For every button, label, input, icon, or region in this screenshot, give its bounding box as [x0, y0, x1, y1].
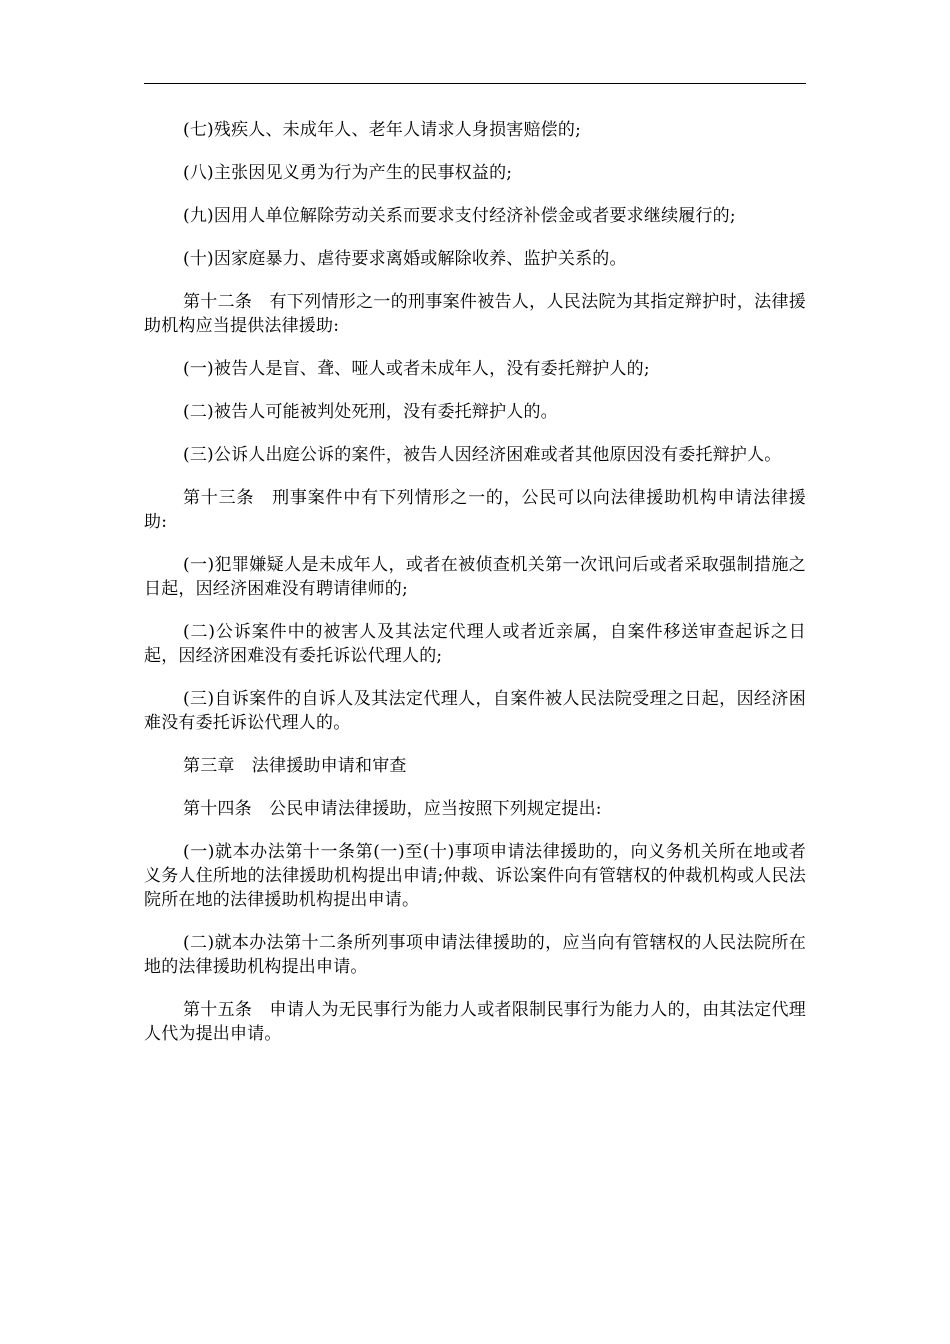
header-rule — [144, 83, 806, 84]
article-12-item-2: (二)被告人可能被判处死刑，没有委托辩护人的。 — [183, 402, 558, 422]
paragraph-item-9: (九)因用人单位解除劳动关系而要求支付经济补偿金或者要求继续履行的; — [183, 206, 736, 226]
paragraph-item-10: (十)因家庭暴力、虐待要求离婚或解除收养、监护关系的。 — [183, 249, 627, 269]
article-12-item-1: (一)被告人是盲、聋、哑人或者未成年人，没有委托辩护人的; — [183, 359, 650, 379]
article-13-item-2: (二)公诉案件中的被害人及其法定代理人或者近亲属，自案件移送审查起诉之日起，因经济困难没有委托诉讼代理人的; — [144, 622, 806, 666]
paragraph-item-8: (八)主张因见义勇为行为产生的民事权益的; — [183, 163, 513, 183]
document-body — [144, 118, 806, 1065]
chapter-3-heading: 第三章 法律援助申请和审查 — [183, 756, 407, 776]
article-14: 第十四条 公民申请法律援助，应当按照下列规定提出: — [183, 799, 602, 819]
paragraph-item-7: (七)残疾人、未成年人、老年人请求人身损害赔偿的; — [183, 120, 581, 140]
article-14-item-1: (一)就本办法第十一条第(一)至(十)事项申请法律援助的，向义务机关所在地或者义务人住所地的法律援助机构提出申请;仲裁、诉讼案件向有管辖权的仲裁机构或人民法院所在地的法律援助机构提出申请。 — [144, 842, 806, 910]
article-13-item-1: (一)犯罪嫌疑人是未成年人，或者在被侦查机关第一次讯问后或者采取强制措施之日起，因经济困难没有聘请律师的; — [144, 555, 806, 599]
article-14-item-2: (二)就本办法第十二条所列事项申请法律援助的，应当向有管辖权的人民法院所在地的法律援助机构提出申请。 — [144, 933, 806, 977]
article-13-item-3: (三)自诉案件的自诉人及其法定代理人，自案件被人民法院受理之日起，因经济困难没有委托诉讼代理人的。 — [144, 689, 806, 733]
article-12-item-3: (三)公诉人出庭公诉的案件，被告人因经济困难或者其他原因没有委托辩护人。 — [183, 445, 782, 465]
article-13: 第十三条 刑事案件中有下列情形之一的，公民可以向法律援助机构申请法律援助: — [144, 488, 806, 532]
article-15: 第十五条 申请人为无民事行为能力人或者限制民事行为能力人的，由其法定代理人代为提出申请。 — [144, 1000, 806, 1044]
article-12: 第十二条 有下列情形之一的刑事案件被告人，人民法院为其指定辩护时，法律援助机构应当提供法律援助: — [144, 292, 806, 336]
